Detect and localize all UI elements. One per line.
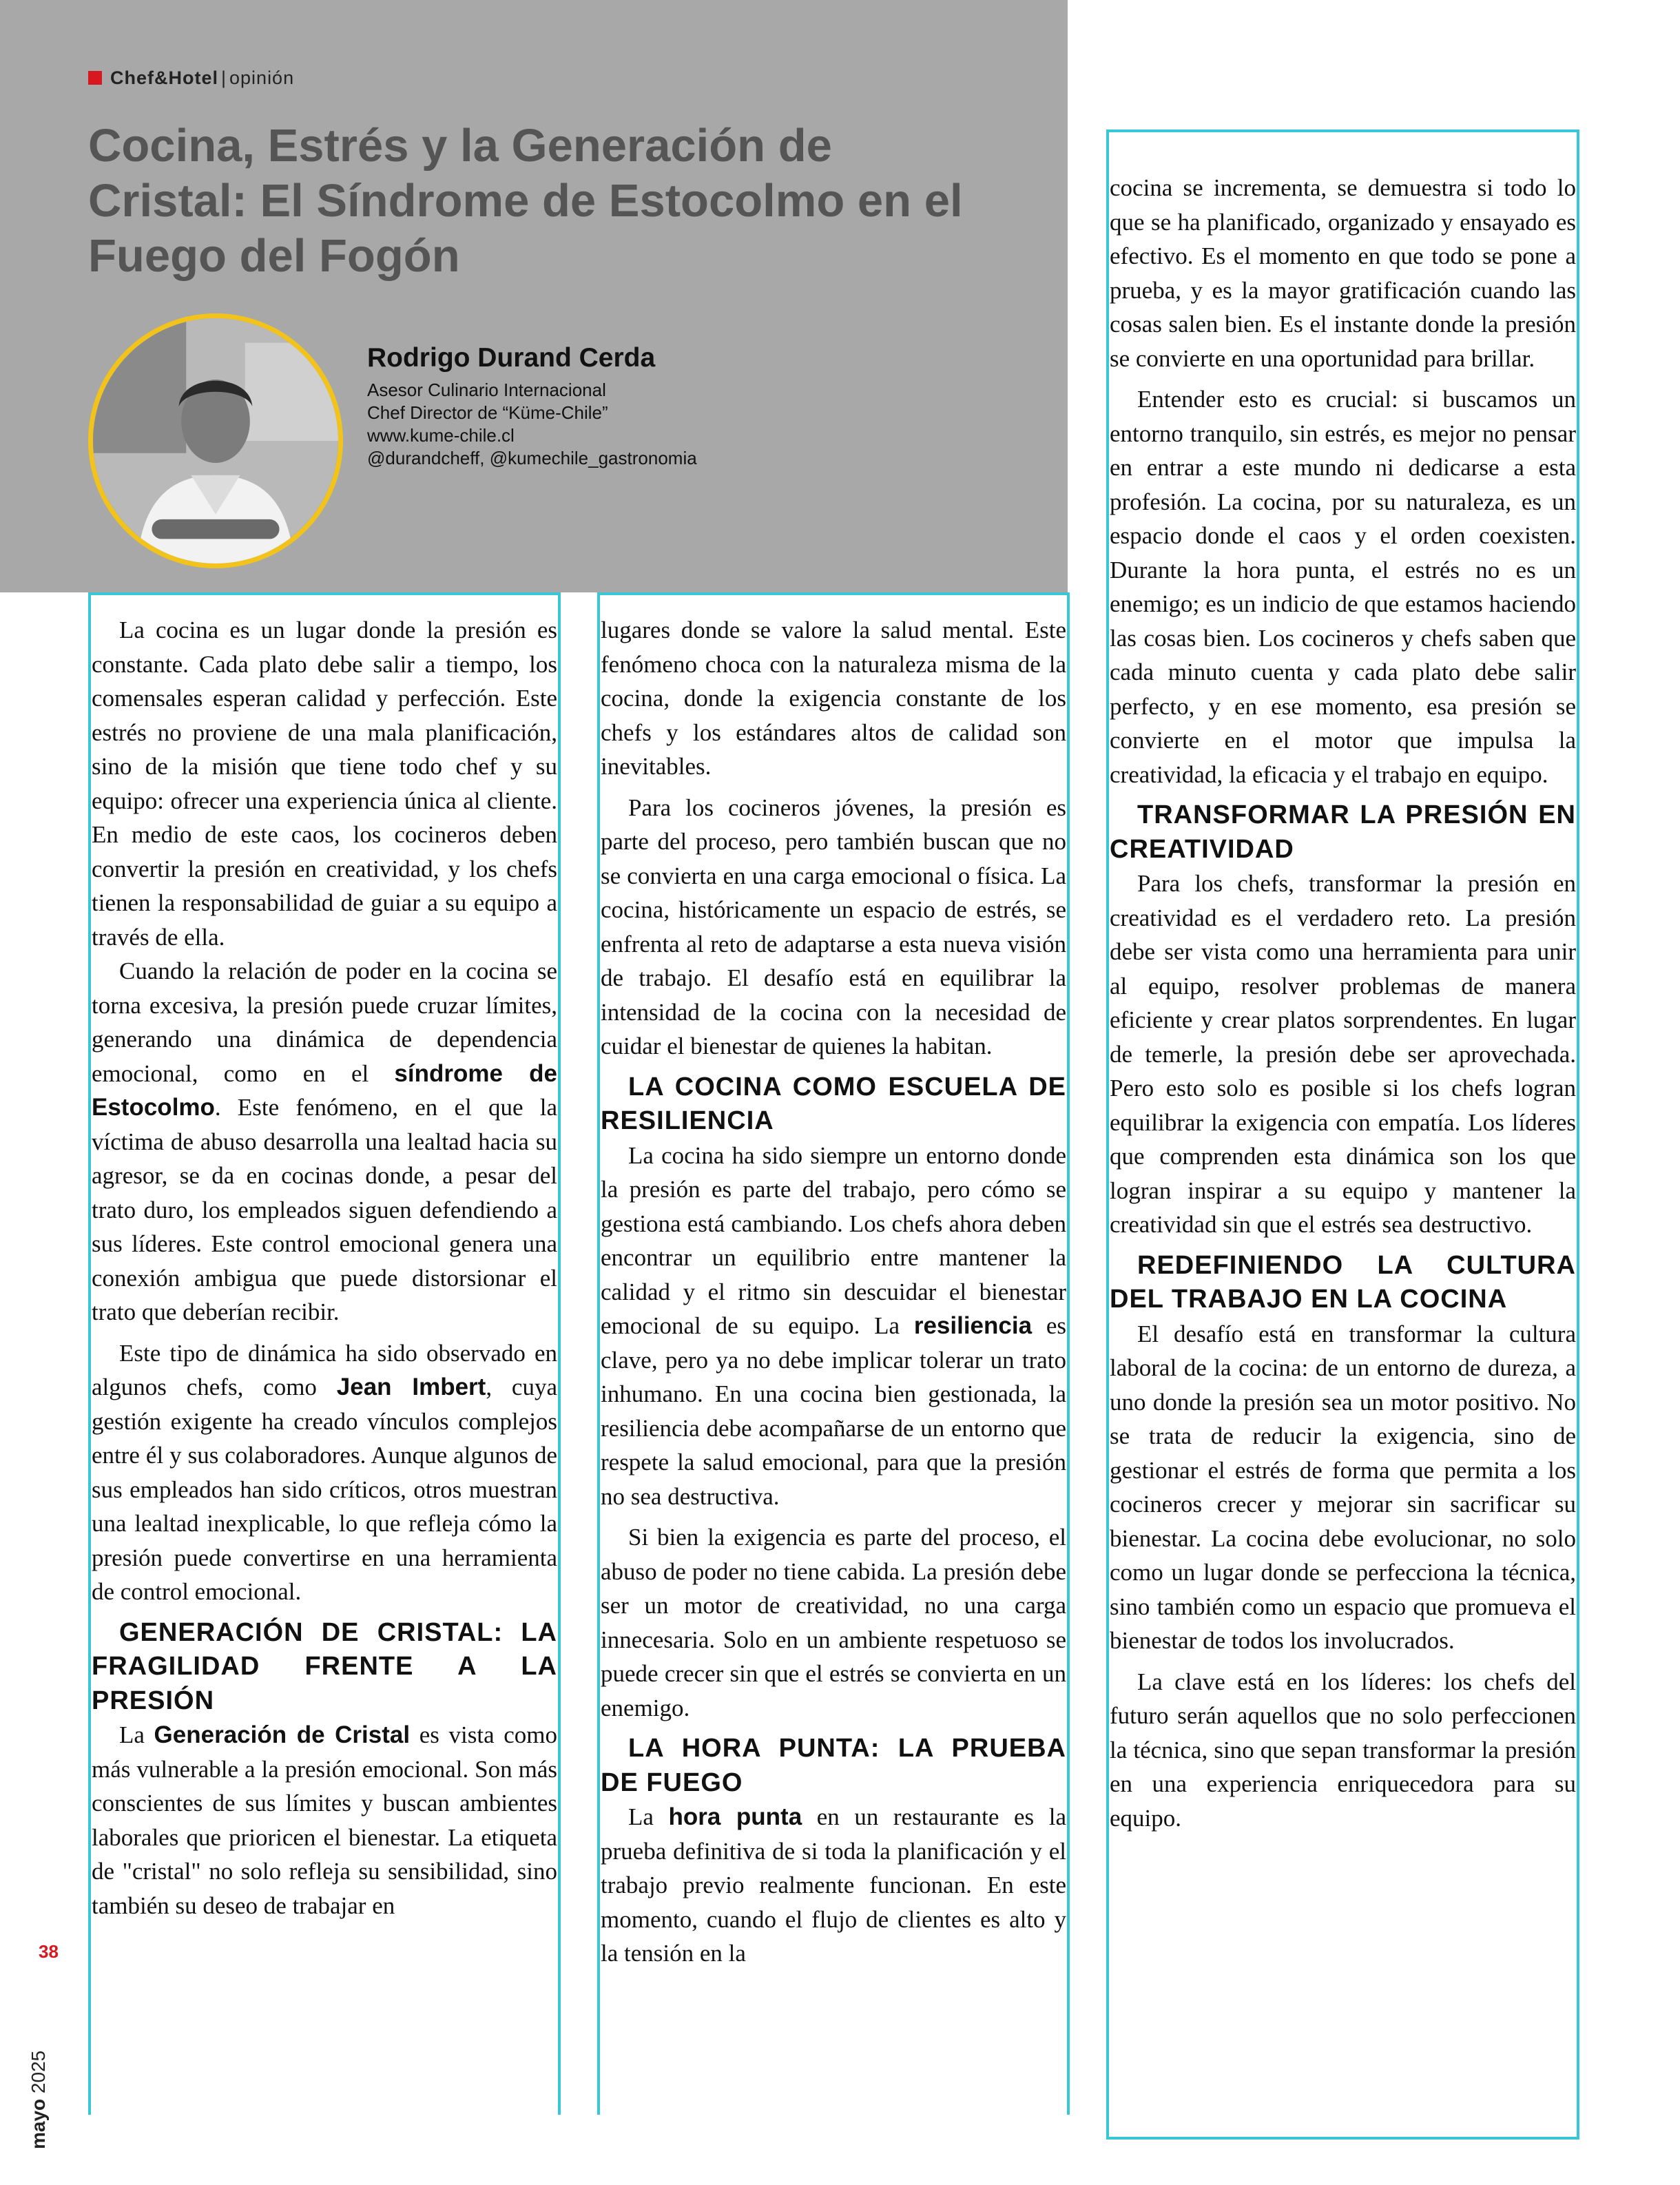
section-marker-square (88, 71, 102, 85)
column-1 (88, 592, 561, 2115)
paragraph: El desafío está en transformar la cultura laboral de la cocina: de un entorno de dureza, a uno donde la presión sea un motor positivo. No se trata de reducir la exigencia, sino de gestionar el estrés de forma que permita a los cocineros crecer y mejorar sin sacrificar su bienestar. La cocina debe evolucionar, no solo como un lugar donde se perfecciona la técnica, sino también como un espacio que promueva el bienestar de todos los involucrados. (1110, 1320, 1576, 1654)
author-block (367, 343, 697, 470)
paragraph: cocina se incrementa, se demuestra si todo lo que se ha planificado, organizado y ensayado es efectivo. Es el momento en que todo se pone a prueba, y es la mayor gratificación cuando las cosas salen bien. Es el instante donde la presión se convierte en una oportunidad para brillar. (1110, 174, 1576, 372)
section-heading (1110, 1249, 1576, 1317)
section-brand: Chef&Hotel (110, 68, 218, 88)
issue-month: mayo (28, 2098, 49, 2149)
author-position: Chef Director de “Küme-Chile” (367, 402, 608, 423)
paragraph (92, 1336, 557, 1609)
text-run: Cuando la relación de poder en la cocina se torna excesiva, la presión puede cruzar límites, generando una dinámica de dependencia emocional, como en el (92, 957, 557, 1087)
section-heading (92, 1616, 557, 1719)
issue-date (28, 2051, 50, 2149)
paragraph (92, 954, 557, 1329)
author-portrait-icon (93, 318, 338, 563)
text-run: en un restaurante es la prueba definitiva de si toda la planificación y el trabajo previo realmente funcionan. En este momento, cuando el flujo de clientes es alto y la tensión en la (601, 1803, 1067, 1967)
text-run: es vista como más vulnerable a la presión emocional. Son más conscientes de sus límites y buscan ambientes laborales que prioricen el bienestar. La etiqueta de "cristal" no solo refleja su sensibilidad, sino también su deseo de trabajar en (92, 1721, 557, 1919)
paragraph: Entender esto es crucial: si buscamos un entorno tranquilo, sin estrés, es mejor no pensar en entrar a este mundo ni dedicarse a esta profesión. La cocina, por su naturaleza, es un espacio donde el caos y el orden coexisten. Durante la hora punta, el estrés no es un enemigo; es un indicio de que estamos haciendo las cosas bien. Los cocineros y chefs saben que cada minuto cuenta y cada plato debe salir perfecto, y en ese momento, esa presión se convierte en el motor que impulsa la creatividad, la eficacia y el trabajo en equipo. (1110, 386, 1576, 788)
heading-text: GENERACIÓN DE CRISTAL: LA FRAGILIDAD FRENTE A LA PRESIÓN (92, 1617, 557, 1715)
paragraph: La clave está en los líderes: los chefs del futuro serán aquellos que no solo perfeccionen la técnica, sino que sepan transformar la presión en una experiencia enriquecedora para su equipo. (1110, 1668, 1576, 1832)
column-3 (1106, 130, 1579, 2140)
bold-term: Jean Imbert (336, 1374, 486, 1400)
text-run: es clave, pero ya no debe implicar tolerar un trato inhumano. En una cocina bien gestionada, la resiliencia debe acompañarse de un entorno que respete la salud emocional, para que la presión no sea destructiva. (601, 1312, 1067, 1510)
author-photo (88, 313, 343, 568)
paragraph (601, 1800, 1066, 1971)
bold-term: resiliencia (913, 1312, 1033, 1339)
paragraph (601, 1139, 1066, 1514)
section-tag (88, 68, 294, 89)
text-run: La cocina ha sido siempre un entorno donde la presión es parte del trabajo, pero cómo se gestiona está cambiando. Los chefs ahora deben encontrar un equilibrio entre mantener la calidad y el ritmo sin descuidar el bienestar emocional de su equipo. La (601, 1141, 1066, 1339)
author-role: Asesor Culinario Internacional (367, 380, 606, 400)
text-run: . Este fenómeno, en el que la víctima de abuso desarrolla una lealtad hacia su agresor, se da en cocinas donde, a pesar del trato duro, los empleados siguen defendiendo a sus líderes. Este control emocional genera una conexión ambigua que puede distorsionar el trato que deberían recibir. (92, 1094, 557, 1325)
section-category: opinión (229, 68, 295, 88)
paragraph: Si bien la exigencia es parte del proceso, el abuso de poder no tiene cabida. La presión debe ser un motor de creatividad, no una carga innecesaria. Solo en un ambiente respetuoso se puede crecer sin que el estrés se convierta en un enemigo. (601, 1524, 1066, 1721)
heading-text: REDEFINIENDO LA CULTURA DEL TRABAJO EN LA COCINA (1110, 1250, 1576, 1314)
page-number: 38 (39, 1941, 59, 1962)
text-run: , cuya gestión exigente ha creado vínculos complejos entre él y sus colaboradores. Aunque algunos de sus empleados han sido críticos, otros muestran una lealtad inexplicable, lo que refleja cómo la presión puede convertirse en una herramienta de control emocional. (92, 1374, 557, 1605)
heading-text: LA COCINA COMO ESCUELA DE RESILIENCIA (601, 1072, 1066, 1135)
section-heading (1110, 798, 1576, 867)
author-website[interactable]: www.kume-chile.cl (367, 425, 515, 446)
text-run: Este tipo de dinámica ha sido observado en algunos chefs, como (92, 1339, 557, 1400)
bold-term: síndrome de Estocolmo (92, 1059, 557, 1121)
section-heading (601, 1070, 1066, 1139)
article-title: Cocina, Estrés y la Generación de Cristal: El Síndrome de Estocolmo en el Fuego del Fogón (88, 120, 963, 282)
bold-term: Generación de Cristal (154, 1721, 411, 1748)
issue-year: 2025 (28, 2050, 49, 2094)
author-name: Rodrigo Durand Cerda (367, 343, 656, 373)
heading-text: LA HORA PUNTA: LA PRUEBA DE FUEGO (601, 1734, 1066, 1797)
paragraph: Para los chefs, transformar la presión en creatividad es el verdadero reto. La presión debe ser vista como una herramienta para unir al equipo, resolver problemas de manera eficiente y crear platos sorprendentes. En lugar de temerle, la presión debe ser aprovechada. Pero esto solo es posible si los chefs logran equilibrar la exigencia con empatía. Los líderes que comprenden esta dinámica son los que logran inspirar a su equipo y mantener la creatividad sin que el estrés sea destructivo. (1110, 870, 1576, 1238)
column-2 (597, 592, 1070, 2115)
section-heading (601, 1732, 1066, 1800)
paragraph (92, 1718, 557, 1923)
text-run: La (628, 1803, 669, 1830)
author-social[interactable]: @durandcheff, @kumechile_gastronomia (367, 448, 697, 468)
paragraph: Para los cocineros jóvenes, la presión es parte del proceso, pero también buscan que no se convierta en una carga emocional o física. La cocina, históricamente un espacio de estrés, se enfrenta al reto de adaptarse a esta nueva visión de trabajo. El desafío está en equilibrar la intensidad de la cocina con la necesidad de cuidar el bienestar de quienes la habitan. (601, 794, 1066, 1059)
text-run: La (119, 1721, 154, 1748)
section-separator: | (221, 68, 227, 88)
paragraph: La cocina es un lugar donde la presión es constante. Cada plato debe salir a tiempo, los comensales esperan calidad y perfección. Este estrés no proviene de una mala planificación, sino de la misión que tiene todo chef y su equipo: ofrecer una experiencia única al cliente. En medio de este caos, los cocineros deben convertir la presión en creatividad, y los chefs tienen la responsabilidad de guiar a su equipo a través de ella. (92, 617, 557, 951)
heading-text: TRANSFORMAR LA PRESIÓN EN CREATIVIDAD (1110, 800, 1576, 864)
paragraph: lugares donde se valore la salud mental. Este fenómeno choca con la naturaleza misma de la cocina, donde la exigencia constante de los chefs y los estándares altos de calidad son inevitables. (601, 617, 1066, 780)
bold-term: hora punta (668, 1803, 802, 1830)
